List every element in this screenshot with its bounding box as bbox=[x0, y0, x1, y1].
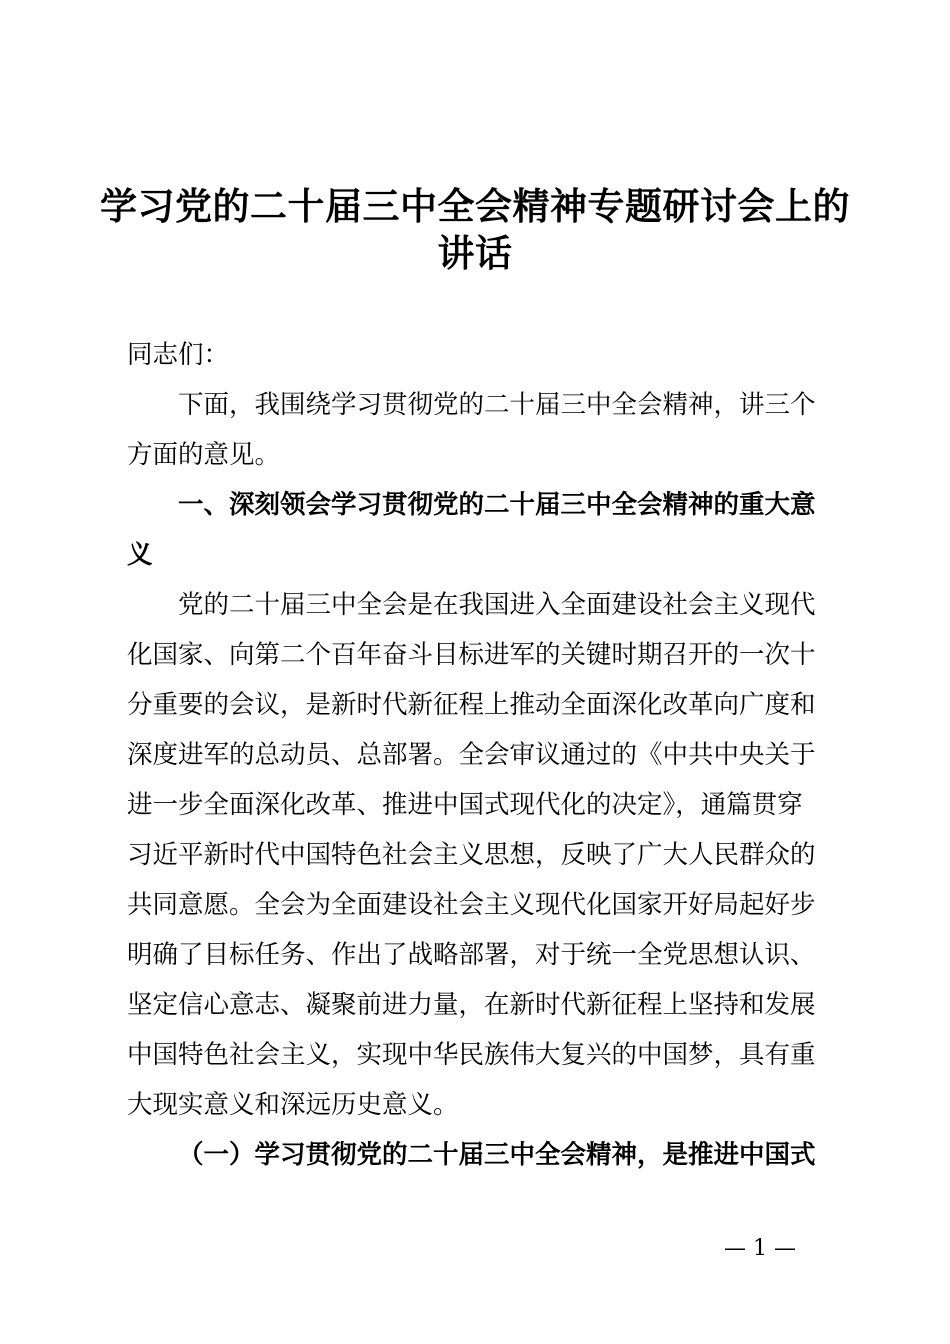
paragraph-line: 共同意愿。全会为全面建设社会主义现代化国家开好局起好步 bbox=[127, 890, 816, 920]
paragraph-line: 中国特色社会主义，实现中华民族伟大复兴的中国梦，具有重 bbox=[127, 1040, 816, 1070]
heading-line: （一）学习贯彻党的二十届三中全会精神，是推进中国式 bbox=[178, 1140, 816, 1170]
title-line: 讲话 bbox=[437, 232, 513, 275]
paragraph-line: 化国家、向第二个百年奋斗目标进军的关键时期召开的一次十 bbox=[127, 640, 816, 670]
paragraph-line: 习近平新时代中国特色社会主义思想，反映了广大人民群众的 bbox=[127, 840, 816, 870]
heading-line: 一、深刻领会学习贯彻党的二十届三中全会精神的重大意 bbox=[178, 490, 816, 520]
document-title bbox=[100, 183, 850, 277]
paragraph-line: 坚定信心意志、凝聚前进力量，在新时代新征程上坚持和发展 bbox=[127, 990, 816, 1020]
paragraph-line: 进一步全面深化改革、推进中国式现代化的决定》，通篇贯穿 bbox=[127, 790, 803, 820]
paragraph-line: 深度进军的总动员、总部署。全会审议通过的《中共中央关于 bbox=[127, 740, 816, 770]
paragraph-line: 大现实意义和深远历史意义。 bbox=[127, 1090, 459, 1120]
paragraph-line: 方面的意见。 bbox=[127, 440, 281, 470]
section-heading bbox=[127, 480, 847, 580]
document-body bbox=[127, 330, 847, 1180]
page-number: — 1 — bbox=[724, 1236, 796, 1261]
paragraph-line: 党的二十届三中全会是在我国进入全面建设社会主义现代 bbox=[178, 590, 816, 620]
body-paragraph bbox=[127, 580, 847, 1130]
heading-line: 义 bbox=[127, 540, 153, 570]
title-line: 学习党的二十届三中全会精神专题研讨会上的 bbox=[100, 185, 850, 228]
paragraph-line: 明确了目标任务、作出了战略部署，对于统一全党思想认识、 bbox=[127, 940, 816, 970]
intro-paragraph bbox=[127, 380, 847, 480]
subsection-heading bbox=[127, 1130, 847, 1180]
paragraph-line: 下面，我围绕学习贯彻党的二十届三中全会精神，讲三个 bbox=[178, 390, 816, 420]
paragraph-line: 分重要的会议，是新时代新征程上推动全面深化改革向广度和 bbox=[127, 690, 816, 720]
salutation: 同志们： bbox=[127, 340, 230, 370]
